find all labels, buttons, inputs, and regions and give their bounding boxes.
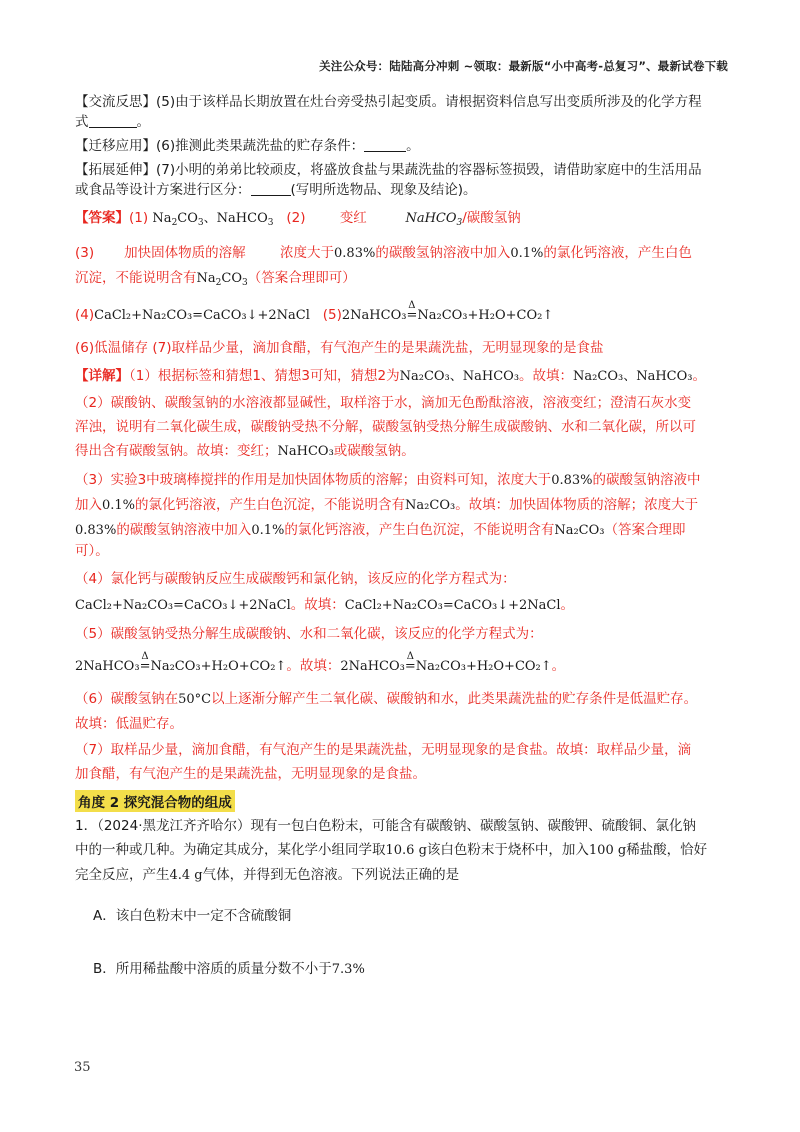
q7-line1: 【拓展延伸】(7)小明的弟弟比较顽皮，将盛放食盐与果蔬洗盐的容器标签损毁，请借助家庭中的生活用品	[75, 162, 702, 178]
detail-3-line2: 加入0.1%的氯化钙溶液，产生白色沉淀，不能说明含有Na₂CO₃。故填：加快固体物质的溶解；浓度大于	[75, 497, 699, 513]
detail-3-line3: 0.83%的碳酸氢钠溶液中加入0.1%的氯化钙溶液，产生白色沉淀，不能说明含有Na₂CO₃（答案合理即	[75, 522, 686, 538]
q5-line1: 【交流反思】(5)由于该样品长期放置在灶台旁受热引起变质。请根据资料信息写出变质所涉及的化学方程	[75, 94, 702, 110]
answer-2-text: 变红	[339, 210, 367, 226]
answer-4-equation: CaCl₂+Na₂CO₃=CaCO₃↓+2NaCl	[94, 308, 310, 323]
section-heading: 角度 2 探究混合物的组成	[75, 790, 235, 812]
q5-line2	[75, 112, 730, 132]
option-b: B．所用稀盐酸中溶质的质量分数不小于7.3%	[93, 960, 365, 977]
detail-7-line2: 加食醋，有气泡产生的是果蔬洗盐，无明显现象的是食盐。	[75, 766, 426, 782]
q7-text-b: (写明所选物品、现象及结论)。	[290, 182, 477, 198]
answer-1-formula: $Na_2CO_3$、NaHCO$_3$	[152, 211, 274, 228]
answer-blank-7	[251, 181, 291, 196]
q5-text-b: 。	[136, 114, 150, 130]
page-header: 关注公众号：陆陆高分冲刺 ~领取：最新版“小中高考-总复习”、最新试卷下载	[319, 59, 728, 73]
answer-blank-5	[89, 113, 137, 128]
q7-text-a: 或食品等设计方案进行区分：	[75, 182, 251, 198]
q6-text-b: 。	[406, 138, 420, 154]
answer-line-3b: 沉淀，不能说明含有$Na_2CO_3$（答案合理即可）	[75, 270, 356, 288]
detail-6-line1: （6）碳酸氢钠在50°C以上逐渐分解产生二氧化碳、碳酸钠和水，此类果蔬洗盐的贮存条件是低温贮存。	[75, 691, 698, 707]
answer-line-4-5: (4)CaCl₂+Na₂CO₃=CaCO₃↓+2NaCl (5)2NaHCO₃= Δ Na₂CO₃+H₂O+CO₂↑	[75, 300, 554, 323]
detail-4-line2: CaCl₂+Na₂CO₃=CaCO₃↓+2NaCl。故填：CaCl₂+Na₂CO₃=CaCO₃↓+2NaCl。	[75, 597, 575, 613]
answer-line-1	[75, 208, 730, 233]
answer-2-tail: /碳酸氢钠	[462, 210, 521, 226]
page-number: 35	[74, 1060, 91, 1075]
q5-text-a: 式	[75, 114, 89, 130]
q1-line3: 完全反应，产生4.4 g气体，并得到无色溶液。下列说法正确的是	[75, 867, 460, 883]
detail-label: 【详解】	[75, 368, 129, 384]
detail-3-line1: （3）实验3中玻璃棒搅拌的作用是加快固体物质的溶解；由资料可知，浓度大于0.83%的碳酸氢钠溶液中	[75, 472, 701, 488]
detail-3-line4: 可）。	[75, 543, 109, 559]
detail-2-line3: 得出含有碳酸氢钠。故填：变红；NaHCO₃或碳酸氢钠。	[75, 443, 415, 459]
answer-2-formula: NaHCO$_3$	[405, 211, 463, 228]
detail-6-line2: 故填：低温贮存。	[75, 716, 183, 732]
detail-5-line1: （5）碳酸氢钠受热分解生成碳酸钠、水和二氧化碳，该反应的化学方程式为：	[75, 626, 543, 642]
detail-4-line1: （4）氯化钙与碳酸钠反应生成碳酸钙和氯化钠，该反应的化学方程式为：	[75, 571, 516, 587]
q6-line	[75, 136, 730, 156]
page-content	[75, 92, 730, 993]
answer-line-3a: (3) 加快固体物质的溶解 浓度大于0.83%的碳酸氢钠溶液中加入0.1%的氯化钙溶液，产生白色	[75, 245, 692, 261]
answer-1-num: (1)	[129, 210, 149, 226]
detail-1: 【详解】（1）根据标签和猜想1、猜想3可知，猜想2为Na₂CO₃、NaHCO₃。故填：Na₂CO₃、NaHCO₃。	[75, 368, 706, 384]
detail-5-line2: 2NaHCO₃= Δ Na₂CO₃+H₂O+CO₂↑。故填：2NaHCO₃= Δ Na₂CO₃+H₂O+CO₂↑。	[75, 651, 566, 674]
q1-line1: 1．（2024·黑龙江齐齐哈尔）现有一包白色粉末，可能含有碳酸钠、碳酸氢钠、碳酸钾、硫酸铜、氯化钠	[75, 818, 696, 834]
option-a: A．该白色粉末中一定不含硫酸铜	[93, 907, 292, 924]
answer-line-6-7: (6)低温储存 (7)取样品少量，滴加食醋，有气泡产生的是果蔬洗盐，无明显现象的是食盐	[75, 340, 604, 356]
detail-7-line1: （7）取样品少量，滴加食醋，有气泡产生的是果蔬洗盐，无明显现象的是食盐。故填：取样品少量，滴	[75, 742, 692, 758]
q7-line2	[75, 180, 730, 200]
detail-2-line1: （2）碳酸钠、碳酸氢钠的水溶液都显碱性，取样溶于水，滴加无色酚酞溶液，溶液变红；澄清石灰水变	[75, 395, 692, 411]
q1-line2: 中的一种或几种。为确定其成分，某化学小组同学取10.6 g该白色粉末于烧杯中，加入100 g稀盐酸，恰好	[75, 842, 708, 858]
detail-2-line2: 浑浊，说明有二氧化碳生成，碳酸钠受热不分解，碳酸氢钠受热分解生成碳酸钠、水和二氧化碳，所以可	[75, 419, 696, 435]
answer-2-num: (2)	[286, 210, 306, 226]
answer-label: 【答案】	[75, 210, 129, 226]
q6-text-a: 【迁移应用】(6)推测此类果蔬洗盐的贮存条件：	[75, 138, 365, 154]
answer-blank-6	[364, 137, 406, 152]
answer-5-equation: 2NaHCO₃= Δ Na₂CO₃+H₂O+CO₂↑	[341, 300, 554, 323]
